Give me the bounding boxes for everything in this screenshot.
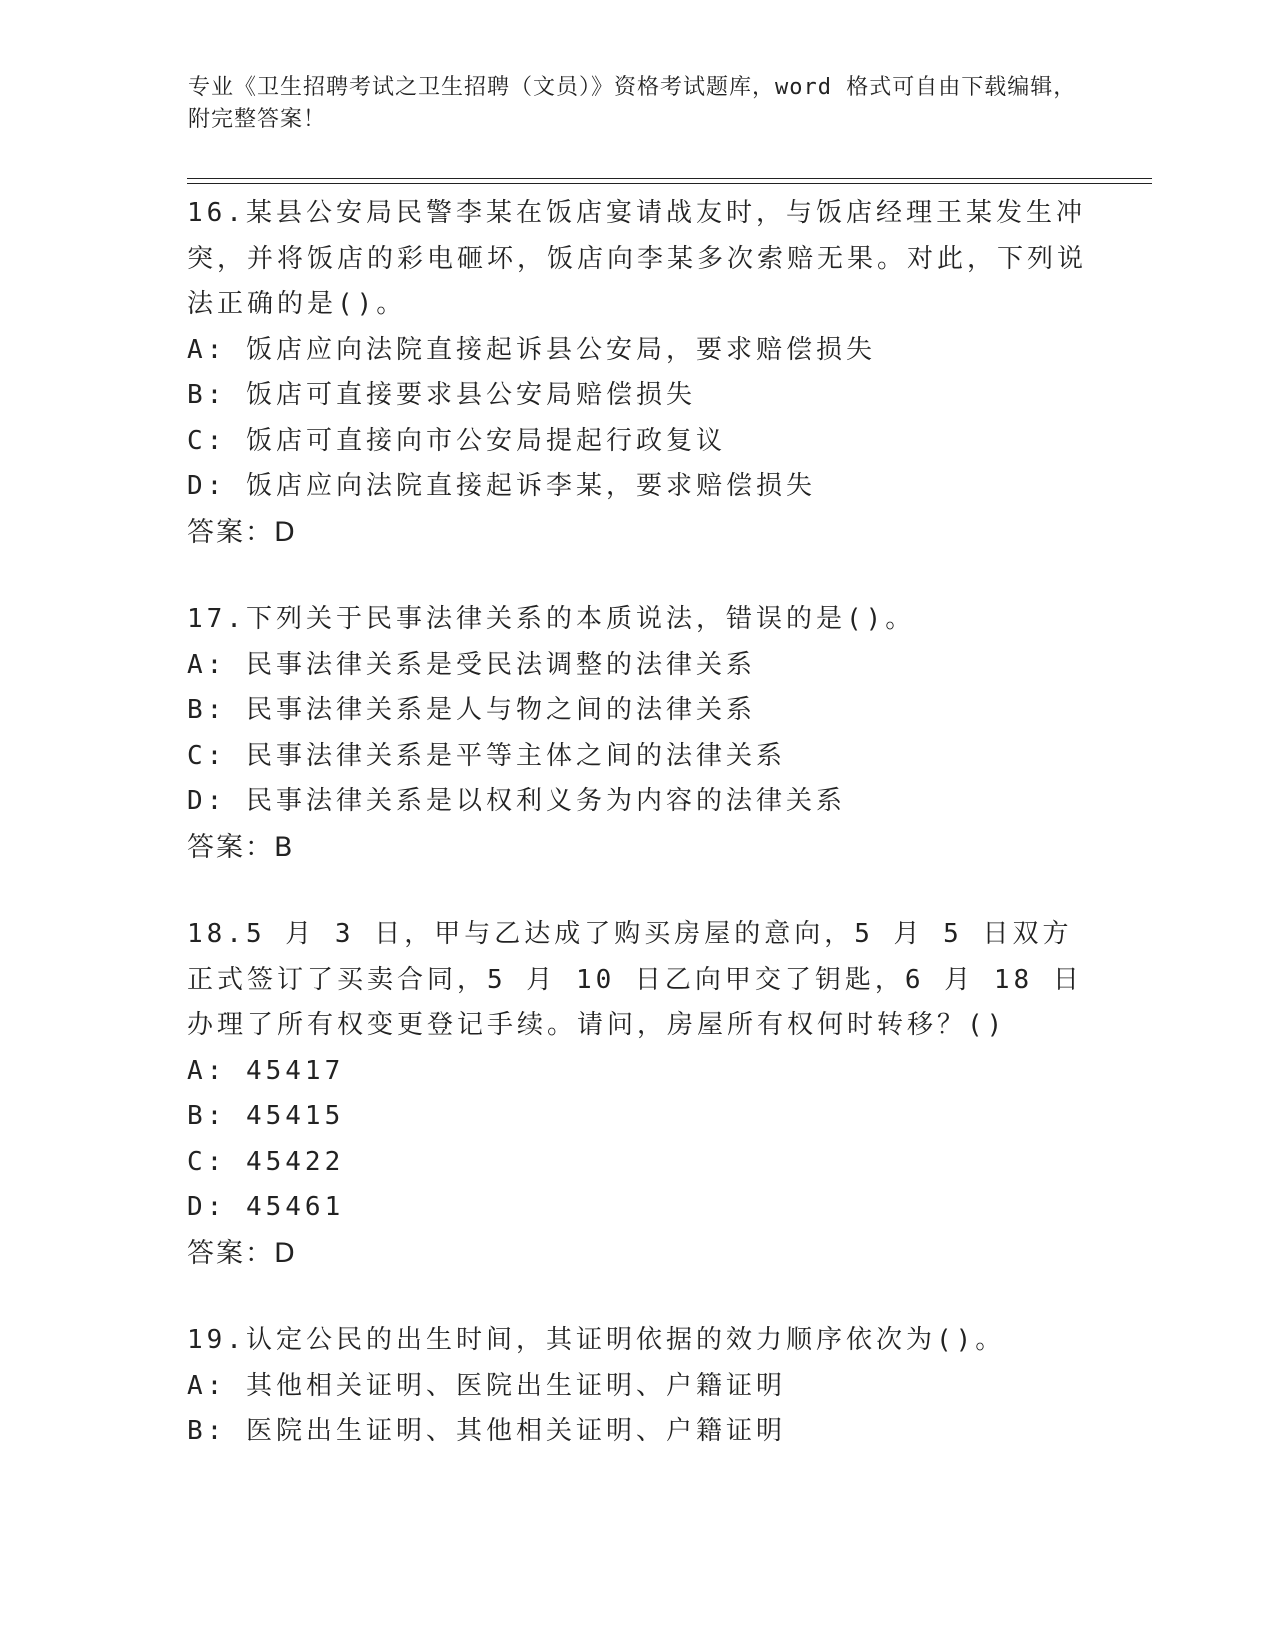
question-text: 16.某县公安局民警李某在饭店宴请战友时，与饭店经理王某发生冲突，并将饭店的彩电砸坏，饭店向李某多次索赔无果。对此，下列说法正确的是()。 bbox=[187, 198, 1088, 319]
question-list bbox=[187, 191, 1087, 1497]
question-17 bbox=[187, 597, 1087, 870]
option-d: D: 民事法律关系是以权利义务为内容的法律关系 bbox=[187, 786, 846, 816]
question-text: 17.下列关于民事法律关系的本质说法，错误的是()。 bbox=[187, 604, 916, 634]
option-d: D: 45461 bbox=[187, 1192, 345, 1222]
header-divider-line bbox=[187, 178, 1152, 179]
option-a: A: 其他相关证明、医院出生证明、户籍证明 bbox=[187, 1370, 786, 1401]
answer: 答案：B bbox=[187, 831, 295, 863]
question-18 bbox=[187, 912, 1087, 1276]
question-text: 18.5 月 3 日，甲与乙达成了购买房屋的意向，5 月 5 日双方正式签订了买卖合同，5 月 10 日乙向甲交了钥匙，6 月 18 日办理了所有权变更登记手续。请问，房屋所有权何时转移？() bbox=[187, 919, 1083, 1040]
option-b: B: 饭店可直接要求县公安局赔偿损失 bbox=[187, 380, 696, 410]
question-text: 19.认定公民的出生时间，其证明依据的效力顺序依次为()。 bbox=[187, 1325, 1006, 1355]
option-b: B: 医院出生证明、其他相关证明、户籍证明 bbox=[187, 1416, 786, 1446]
question-19 bbox=[187, 1318, 1087, 1455]
option-a: A: 饭店应向法院直接起诉县公安局，要求赔偿损失 bbox=[187, 334, 876, 365]
option-c: C: 饭店可直接向市公安局提起行政复议 bbox=[187, 425, 726, 456]
answer: 答案：D bbox=[187, 1237, 297, 1269]
answer: 答案：D bbox=[187, 516, 297, 548]
question-16 bbox=[187, 191, 1087, 555]
document-header: 专业《卫生招聘考试之卫生招聘（文员）》资格考试题库，word 格式可自由下载编辑，附完整答案！ bbox=[188, 75, 1077, 132]
option-b: B: 民事法律关系是人与物之间的法律关系 bbox=[187, 695, 756, 725]
option-c: C: 民事法律关系是平等主体之间的法律关系 bbox=[187, 740, 786, 771]
option-a: A: 民事法律关系是受民法调整的法律关系 bbox=[187, 649, 756, 680]
option-c: C: 45422 bbox=[187, 1146, 345, 1177]
option-d: D: 饭店应向法院直接起诉李某，要求赔偿损失 bbox=[187, 471, 816, 501]
option-a: A: 45417 bbox=[187, 1055, 345, 1086]
option-b: B: 45415 bbox=[187, 1101, 345, 1131]
header-divider-line-secondary bbox=[187, 183, 1152, 184]
